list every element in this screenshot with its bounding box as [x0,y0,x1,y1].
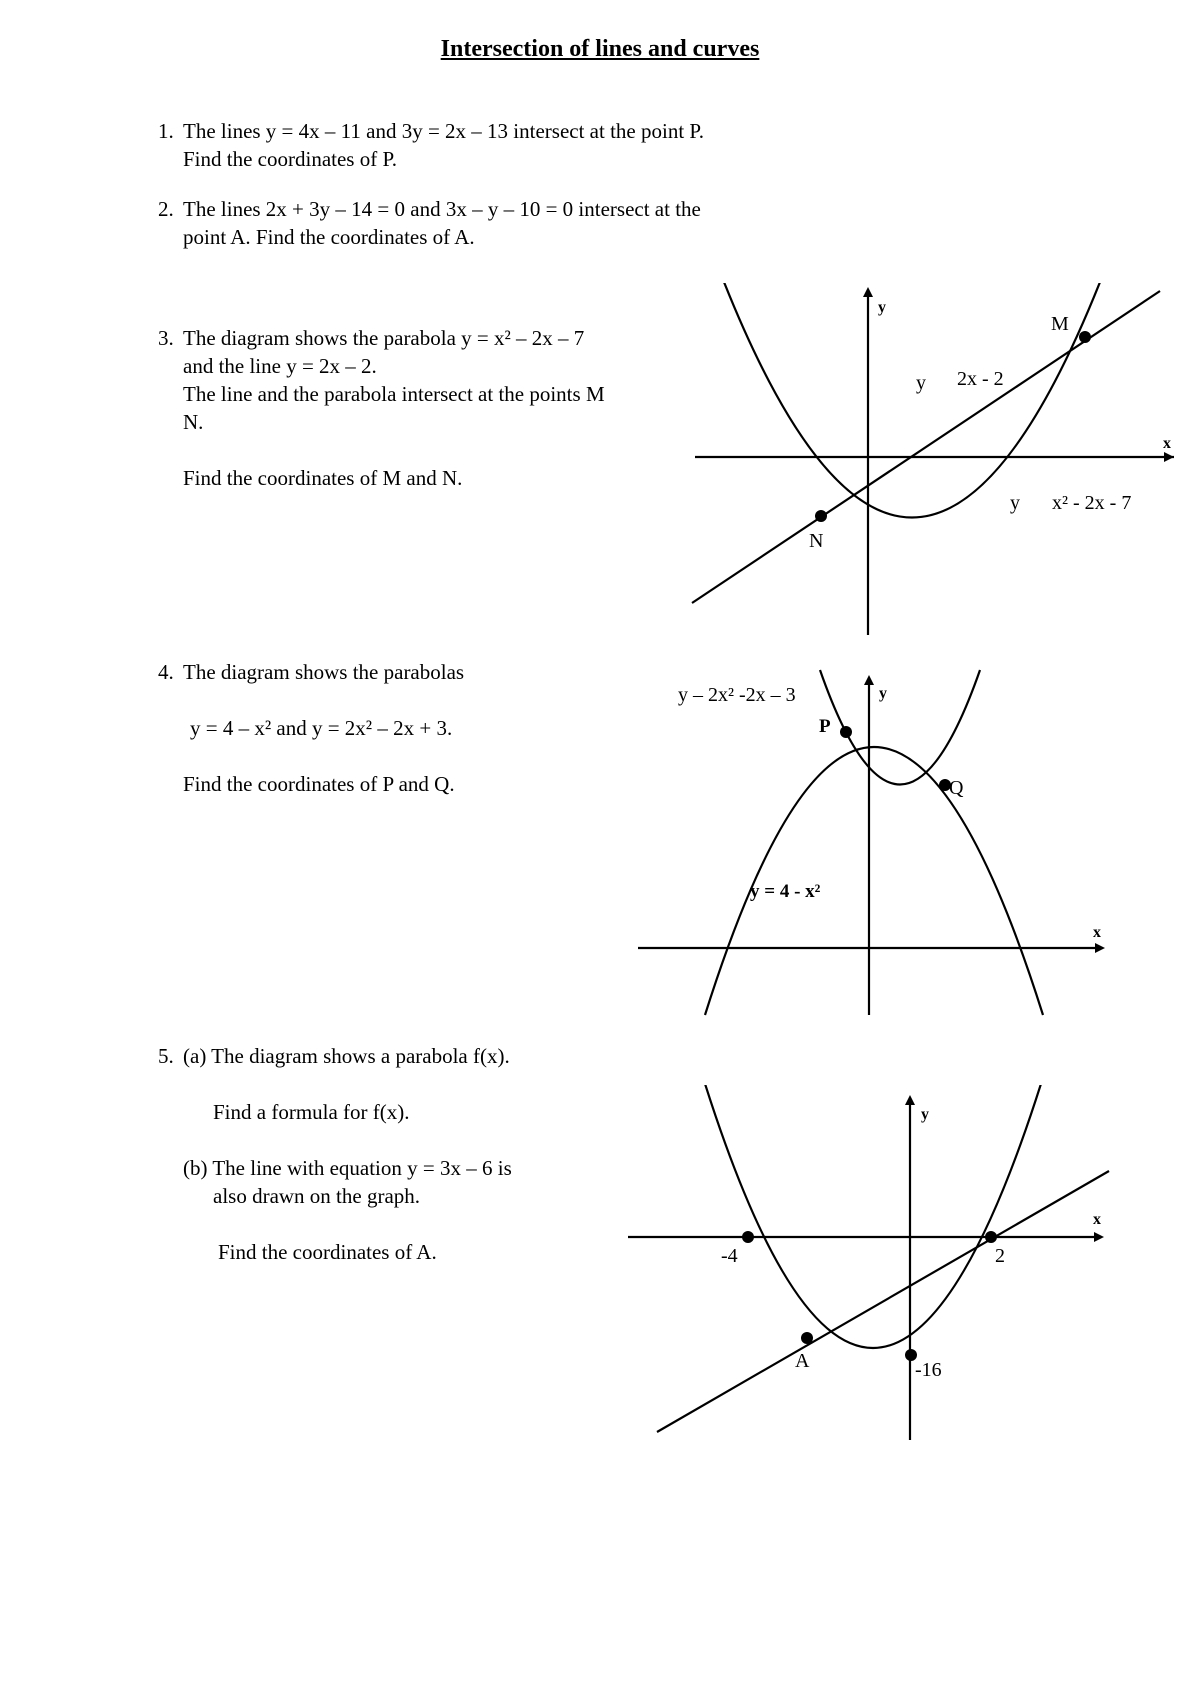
question-text: Find a formula for f(x). [213,1100,410,1124]
question-1 [158,117,705,173]
question-text: Find the coordinates of M and N. [183,466,463,490]
question-text: Find the coordinates of P. [183,147,398,171]
question-text: y = 4 – x² and y = 2x² – 2x + 3. [190,716,453,740]
x-axis-arrow-icon [1164,452,1174,462]
question-text: also drawn on the graph. [213,1184,421,1208]
question-text: The diagram shows the parabola y = x² – 2x – 7 [183,326,585,350]
root-point-left [742,1231,754,1243]
x-axis-label: x [1093,924,1101,941]
point-label-a: A [795,1350,810,1372]
intersection-point-n [815,510,827,522]
question-text: N. [183,410,204,434]
parabola-curve [722,283,1102,518]
x-axis-label: x [1163,435,1171,452]
question-text: (a) The diagram shows a parabola f(x). [183,1044,510,1068]
question-text: (b) The line with equation y = 3x – 6 is [183,1156,512,1180]
x-axis-arrow-icon [1094,1232,1104,1242]
root-label-right: 2 [995,1245,1005,1267]
page-title: Intersection of lines and curves [440,36,760,62]
question-text: The diagram shows the parabolas [183,660,465,684]
x-axis-arrow-icon [1095,943,1105,953]
point-label-q: Q [949,777,964,799]
diagram-q5 [625,1085,1125,1445]
intersection-point-p [840,726,852,738]
question-text: point A. Find the coordinates of A. [183,225,475,249]
intersection-point-a [801,1332,813,1344]
point-label-p: P [819,716,831,737]
y-axis-arrow-icon [864,675,874,685]
question-number: 5. [158,1044,174,1068]
question-number: 3. [158,326,174,350]
question-3 [158,324,605,492]
question-text: and the line y = 2x – 2. [183,354,377,378]
point-label-m: M [1051,313,1069,335]
question-text: The lines y = 4x – 11 and 3y = 2x – 13 intersect at the point P. [183,119,705,143]
parabola-f-of-x [701,1085,1045,1348]
y-axis-label: y [879,685,887,702]
question-number: 2. [158,197,174,221]
curve-label-top: y – 2x² -2x – 3 [678,684,796,706]
question-4 [158,658,465,798]
diagram-q4 [635,665,1115,1020]
curve-label-rhs: x² - 2x - 7 [1052,492,1132,514]
line-y-3x-6 [657,1171,1109,1432]
y-axis-label: y [878,299,886,316]
question-text: The lines 2x + 3y – 14 = 0 and 3x – y – 10 = 0 intersect at the [183,197,701,221]
line-label-y: y [916,372,926,394]
point-label-n: N [809,530,824,552]
curve-label-y: y [1010,492,1020,514]
y-axis-arrow-icon [863,287,873,297]
intersection-point-m [1079,331,1091,343]
question-text: The line and the parabola intersect at the points M [183,382,605,406]
question-2 [158,195,701,251]
question-text: Find the coordinates of A. [218,1240,437,1264]
y-axis-label: y [921,1106,929,1123]
question-number: 4. [158,660,174,684]
root-label-left: -4 [721,1245,738,1267]
question-number: 1. [158,119,174,143]
y-axis-arrow-icon [905,1095,915,1105]
diagram-q3 [680,283,1180,643]
question-text: Find the coordinates of P and Q. [183,772,455,796]
curve-label-lower: y = 4 - x² [750,881,821,902]
y-intercept-label: -16 [915,1359,942,1381]
x-axis-label: x [1093,1211,1101,1228]
line-label-rhs: 2x - 2 [957,368,1004,390]
question-5 [158,1042,512,1266]
root-point-right [985,1231,997,1243]
